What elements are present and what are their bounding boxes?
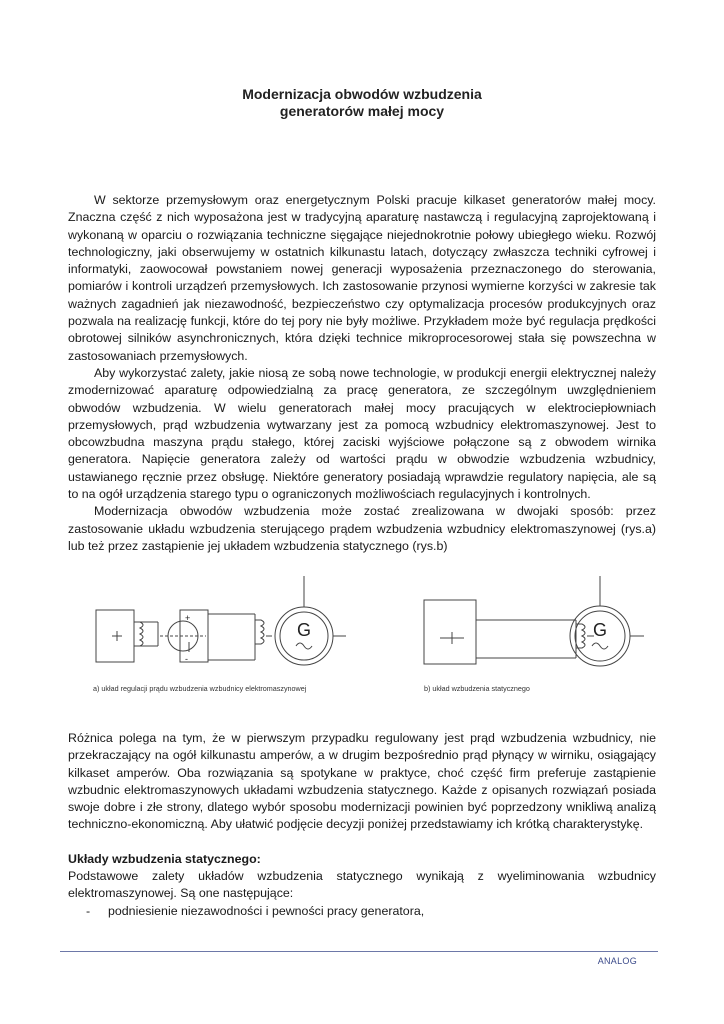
list-item	[68, 903, 656, 920]
title-line-2: generatorów małej mocy	[279, 103, 445, 119]
page-title	[0, 86, 724, 120]
plus-sign: +	[185, 613, 191, 623]
comparison-paragraph: Różnica polega na tym, że w pierwszym przypadku regulowany jest prąd wzbudzenia wzbudnicy, nie przekraczający na ogół kilkunastu amperów, a w drugim bezpośrednio prąd płynący w wirniku, osiągający kilkaset amperów. Oba rozwiązania są spotykane w praktyce, choć część firm preferuje zastąpienie wzbudnic elektromaszynowych układami wzbudzenia statycznego. Każde z opisanych rozwiązań posiada swoje dobre i złe strony, dlatego wybór sposobu modernizacji powinien być poprzedzony wnikliwą analizą techniczno-ekonomiczną. Aby ułatwić podjęcie decyzji poniżej przedstawiamy ich krótką charakterystykę.	[68, 731, 656, 832]
figure-caption-b: b) układ wzbudzenia statycznego	[424, 684, 530, 693]
intro-section	[68, 192, 656, 555]
paragraph-3: Modernizacja obwodów wzbudzenia może zostać zrealizowana w dwojaki sposób: przez zastosowanie układu wzbudzenia sterującego prądem wzbudzenia wzbudnicy elektromaszynowej (rys.a) lub też przez zastąpienie jej układem wzbudzenia statycznego (rys.b)	[68, 504, 656, 553]
generator-a-label: G	[296, 620, 312, 640]
title-line-1: Modernizacja obwodów wzbudzenia	[242, 86, 482, 102]
minus-sign: -	[185, 654, 188, 664]
generator-b-label: G	[592, 620, 608, 640]
exciter-field-coil	[134, 622, 143, 646]
list-dash: -	[86, 903, 91, 918]
circuit-diagrams	[0, 570, 724, 700]
list-item-text: podniesienie niezawodności i pewności pracy generatora,	[108, 903, 425, 918]
footer-divider	[60, 951, 658, 952]
rotor-winding-a	[255, 620, 264, 644]
ac-wave-a	[296, 643, 312, 649]
rotor-winding-b	[576, 624, 585, 648]
figure-caption-a: a) układ regulacji prądu wzbudzenia wzbudnicy elektromaszynowej	[93, 684, 307, 693]
paragraph-1: W sektorze przemysłowym oraz energetycznym Polski pracuje kilkaset generatorów małej mocy. Znaczna część z nich wyposażona jest w tradycyjną aparaturę nastawczą i regulacyjną zaprojektowaną i wykonaną w oparciu o rozwiązania techniczne sięgające niejednokrotnie połowy ubiegłego wieku. Rozwój technologiczny, jaki obserwujemy w ostatnich kilkunastu latach, dotyczący zwłaszcza techniki cyfrowej i informatyki, zaowocował powstaniem nowej generacji wyposażenia przeznaczonego do sterowania, pomiarów i kontroli urządzeń przemysłowych. Ich zastosowanie przynosi wymierne korzyści w zakresie tak ważnych zagadnień jak niezawodność, bezpieczeństwo czy optymalizacja procesów produkcyjnych oraz pozwala na realizację funkcji, które do tej pory nie były możliwe. Przykładem może być regulacja prędkości obrotowej silników asynchronicznych, która dzięki technice mikroprocesorowej stała się powszechna w zastosowaniach przemysłowych.	[68, 193, 656, 363]
diagram-b	[424, 576, 644, 666]
static-exciter-box	[424, 600, 476, 664]
ac-wave-b	[592, 643, 608, 649]
comparison-section	[68, 730, 656, 920]
paragraph-2: Aby wykorzystać zalety, jakie niosą ze sobą nowe technologie, w produkcji energii elektrycznej należy zmodernizować aparaturę odpowiedzialną za pracę generatora, ze szczególnym uwzględnieniem obwodów wzbudzenia. W wielu generatorach małej mocy pracujących w elektrociepłowniach przemysłowych, prąd wzbudzenia wytwarzany jest za pomocą wzbudnicy elektromaszynowej. Jest to obcowzbudna maszyna prądu stałego, której zaciski wyjściowe połączone są z obwodem wirnika generatora. Napięcie generatora zależy od wartości prądu w obwodzie wzbudzenia wzbudnicy, ustawianego ręcznie przez obsługę. Niektóre generatory posiadają wprawdzie regulatory napięcia, ale są to na ogół urządzenia starego typu o ograniczonych możliwościach regulacyjnych i kontrolnych.	[68, 365, 656, 502]
footer-label: ANALOG	[597, 956, 637, 966]
section-intro: Podstawowe zalety układów wzbudzenia statycznego wynikają z wyeliminowania wzbudnicy elektromaszynowej. Są one następujące:	[68, 869, 656, 901]
circuit-figure	[0, 570, 724, 700]
section-heading: Układy wzbudzenia statycznego:	[68, 851, 261, 866]
